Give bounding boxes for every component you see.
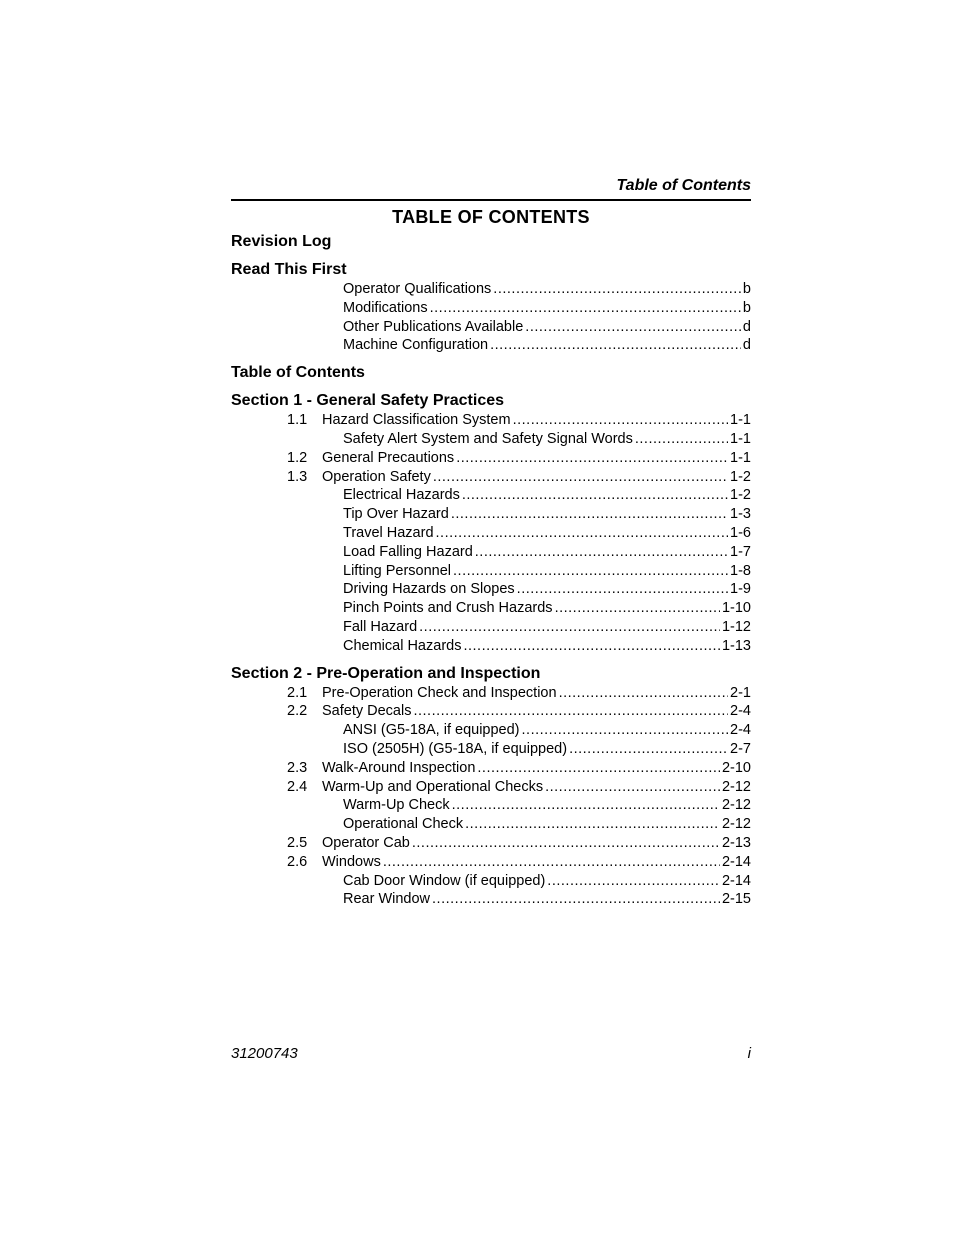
header-rule: [231, 199, 751, 201]
toc-entry-title: Safety Alert System and Safety Signal Words: [343, 430, 633, 447]
dot-leader: [522, 721, 729, 740]
toc-entry-page: 2-14: [721, 872, 751, 889]
toc-entry-page: 2-15: [721, 891, 751, 908]
dot-leader: [559, 684, 728, 703]
toc-entry-number: 1.3: [287, 468, 308, 485]
toc-entry-page: 1-13: [721, 637, 751, 654]
toc-entry[interactable]: [231, 637, 751, 656]
toc-entry-title: Other Publications Available: [343, 318, 524, 335]
dot-leader: [453, 562, 728, 581]
toc-entry-page: 1-10: [721, 600, 751, 617]
toc-entry[interactable]: [231, 778, 751, 797]
toc-entry-title: Fall Hazard: [343, 618, 418, 635]
toc-entry-title: ISO (2505H) (G5-18A, if equipped): [343, 740, 568, 757]
toc-entry[interactable]: [231, 486, 751, 505]
toc-entry-title: ANSI (G5-18A, if equipped): [343, 722, 520, 739]
toc-entry-number: 1.2: [287, 449, 308, 466]
toc-entry-page: d: [742, 337, 751, 354]
dot-leader: [451, 505, 728, 524]
dot-leader: [433, 468, 728, 487]
toc-entry[interactable]: [231, 562, 751, 581]
toc-entry-title: Operator Qualifications: [343, 281, 492, 297]
dot-leader: [465, 815, 720, 834]
dot-leader: [475, 543, 728, 562]
toc-section-heading[interactable]: Section 2 - Pre-Operation and Inspection: [231, 664, 541, 682]
dot-leader: [635, 430, 728, 449]
toc-entry[interactable]: [231, 853, 751, 872]
toc-entry-number: 2.1: [287, 684, 308, 701]
dot-leader: [547, 872, 720, 891]
toc-entry[interactable]: [231, 280, 751, 299]
toc-entry[interactable]: [231, 684, 751, 703]
running-header: Table of Contents: [616, 177, 751, 194]
dot-leader: [436, 524, 729, 543]
toc-entry-title: Tip Over Hazard: [343, 506, 449, 523]
toc-entry[interactable]: [231, 468, 751, 487]
dot-leader: [456, 449, 728, 468]
toc-entry[interactable]: [231, 872, 751, 891]
toc-entry[interactable]: [231, 618, 751, 637]
toc-entry-title: Chemical Hazards: [343, 637, 462, 654]
dot-leader: [463, 637, 720, 656]
toc-entry[interactable]: [231, 318, 751, 337]
dot-leader: [493, 280, 741, 299]
toc-entry-title: Warm-Up Check: [343, 797, 450, 814]
toc-entry-title: Walk-Around Inspection: [322, 759, 476, 776]
toc-entry-number: 2.2: [287, 703, 308, 720]
dot-leader: [490, 336, 741, 355]
dot-leader: [412, 834, 720, 853]
toc-entry-title: Travel Hazard: [343, 524, 434, 541]
toc-entry-title: Operational Check: [343, 816, 464, 833]
toc-section-heading[interactable]: Table of Contents: [231, 364, 365, 382]
toc-entry-title: Lifting Personnel: [343, 562, 452, 579]
toc-entry[interactable]: [231, 449, 751, 468]
toc-entry-title: Windows: [322, 853, 381, 870]
toc-entry-page: d: [742, 318, 751, 335]
toc-entry-page: 2-1: [730, 684, 751, 701]
toc-entry[interactable]: [231, 721, 751, 740]
toc-entry-number: 2.3: [287, 759, 308, 776]
table-of-contents: [231, 232, 751, 909]
toc-entry-page: 2-4: [730, 722, 751, 739]
toc-entry-page: 1-12: [721, 618, 751, 635]
toc-entry-title: Rear Window: [343, 891, 431, 908]
dot-leader: [452, 796, 720, 815]
toc-entry-title: Pinch Points and Crush Hazards: [343, 600, 553, 617]
dot-leader: [419, 618, 720, 637]
toc-entry[interactable]: [231, 430, 751, 449]
dot-leader: [545, 778, 720, 797]
toc-entry-page: 2-7: [730, 740, 751, 757]
toc-entry[interactable]: [231, 815, 751, 834]
page-number: i: [747, 1045, 751, 1062]
toc-entry-number: 2.5: [287, 834, 308, 851]
toc-entry-number: 1.1: [287, 412, 308, 429]
toc-section-heading[interactable]: Read This First: [231, 261, 347, 278]
toc-entry-title: Hazard Classification System: [322, 412, 511, 429]
dot-leader: [430, 299, 741, 318]
dot-leader: [383, 853, 720, 872]
toc-entry-title: Driving Hazards on Slopes: [343, 581, 515, 598]
dot-leader: [477, 759, 720, 778]
toc-entry-page: 2-12: [721, 816, 751, 833]
toc-entry-page: 2-12: [721, 778, 751, 795]
dot-leader: [413, 702, 728, 721]
toc-entry-number: 2.6: [287, 853, 308, 870]
toc-entry[interactable]: [231, 796, 751, 815]
dot-leader: [462, 486, 728, 505]
dot-leader: [569, 740, 728, 759]
toc-entry[interactable]: [231, 759, 751, 778]
toc-entry-page: 2-4: [730, 703, 751, 720]
toc-entry-page: b: [742, 299, 751, 316]
toc-entry[interactable]: [231, 411, 751, 430]
toc-entry[interactable]: [231, 580, 751, 599]
toc-section-heading[interactable]: Revision Log: [231, 233, 332, 250]
toc-entry-title: General Precautions: [322, 449, 455, 466]
toc-entry-page: 1-2: [730, 468, 751, 485]
toc-entry-title: Safety Decals: [322, 703, 412, 720]
toc-entry-page: 1-8: [730, 562, 751, 579]
toc-entry[interactable]: [231, 599, 751, 618]
toc-entry-page: 1-9: [730, 581, 751, 598]
dot-leader: [513, 411, 728, 430]
page-title: TABLE OF CONTENTS: [392, 207, 590, 227]
toc-entry-title: Warm-Up and Operational Checks: [322, 778, 544, 795]
toc-entry-page: 1-2: [730, 487, 751, 504]
toc-entry-number: 2.4: [287, 778, 308, 795]
toc-entry-page: 1-1: [730, 412, 751, 429]
toc-entry[interactable]: [231, 524, 751, 543]
dot-leader: [517, 580, 728, 599]
toc-entry[interactable]: [231, 299, 751, 318]
toc-entry-title: Cab Door Window (if equipped): [343, 872, 546, 889]
toc-entry[interactable]: [231, 543, 751, 562]
toc-entry-title: Modifications: [343, 299, 428, 316]
toc-entry[interactable]: [231, 702, 751, 721]
toc-entry-title: Operator Cab: [322, 834, 410, 851]
toc-entry-page: b: [742, 281, 751, 297]
toc-entry-title: Load Falling Hazard: [343, 543, 473, 560]
toc-entry[interactable]: [231, 336, 751, 355]
toc-entry-title: Electrical Hazards: [343, 487, 460, 504]
toc-entry-page: 1-1: [730, 449, 751, 466]
toc-entry[interactable]: [231, 890, 751, 909]
toc-entry-title: Pre-Operation Check and Inspection: [322, 684, 557, 701]
toc-entry-page: 1-1: [730, 430, 751, 447]
document-number: 31200743: [231, 1045, 298, 1062]
toc-entry-page: 2-12: [721, 797, 751, 814]
toc-entry-title: Machine Configuration: [343, 337, 489, 354]
toc-entry-title: Operation Safety: [322, 468, 431, 485]
toc-entry-page: 1-3: [730, 506, 751, 523]
toc-entry-page: 2-14: [721, 853, 751, 870]
toc-section-heading[interactable]: Section 1 - General Safety Practices: [231, 392, 505, 410]
toc-entry-page: 1-6: [730, 524, 751, 541]
dot-leader: [525, 318, 741, 337]
toc-entry-page: 1-7: [730, 543, 751, 560]
toc-entry-page: 2-10: [721, 759, 751, 776]
toc-entry[interactable]: [231, 834, 751, 853]
toc-entry-page: 2-13: [721, 834, 751, 851]
dot-leader: [432, 890, 720, 909]
toc-entry[interactable]: [231, 505, 751, 524]
toc-entry[interactable]: [231, 740, 751, 759]
dot-leader: [555, 599, 720, 618]
